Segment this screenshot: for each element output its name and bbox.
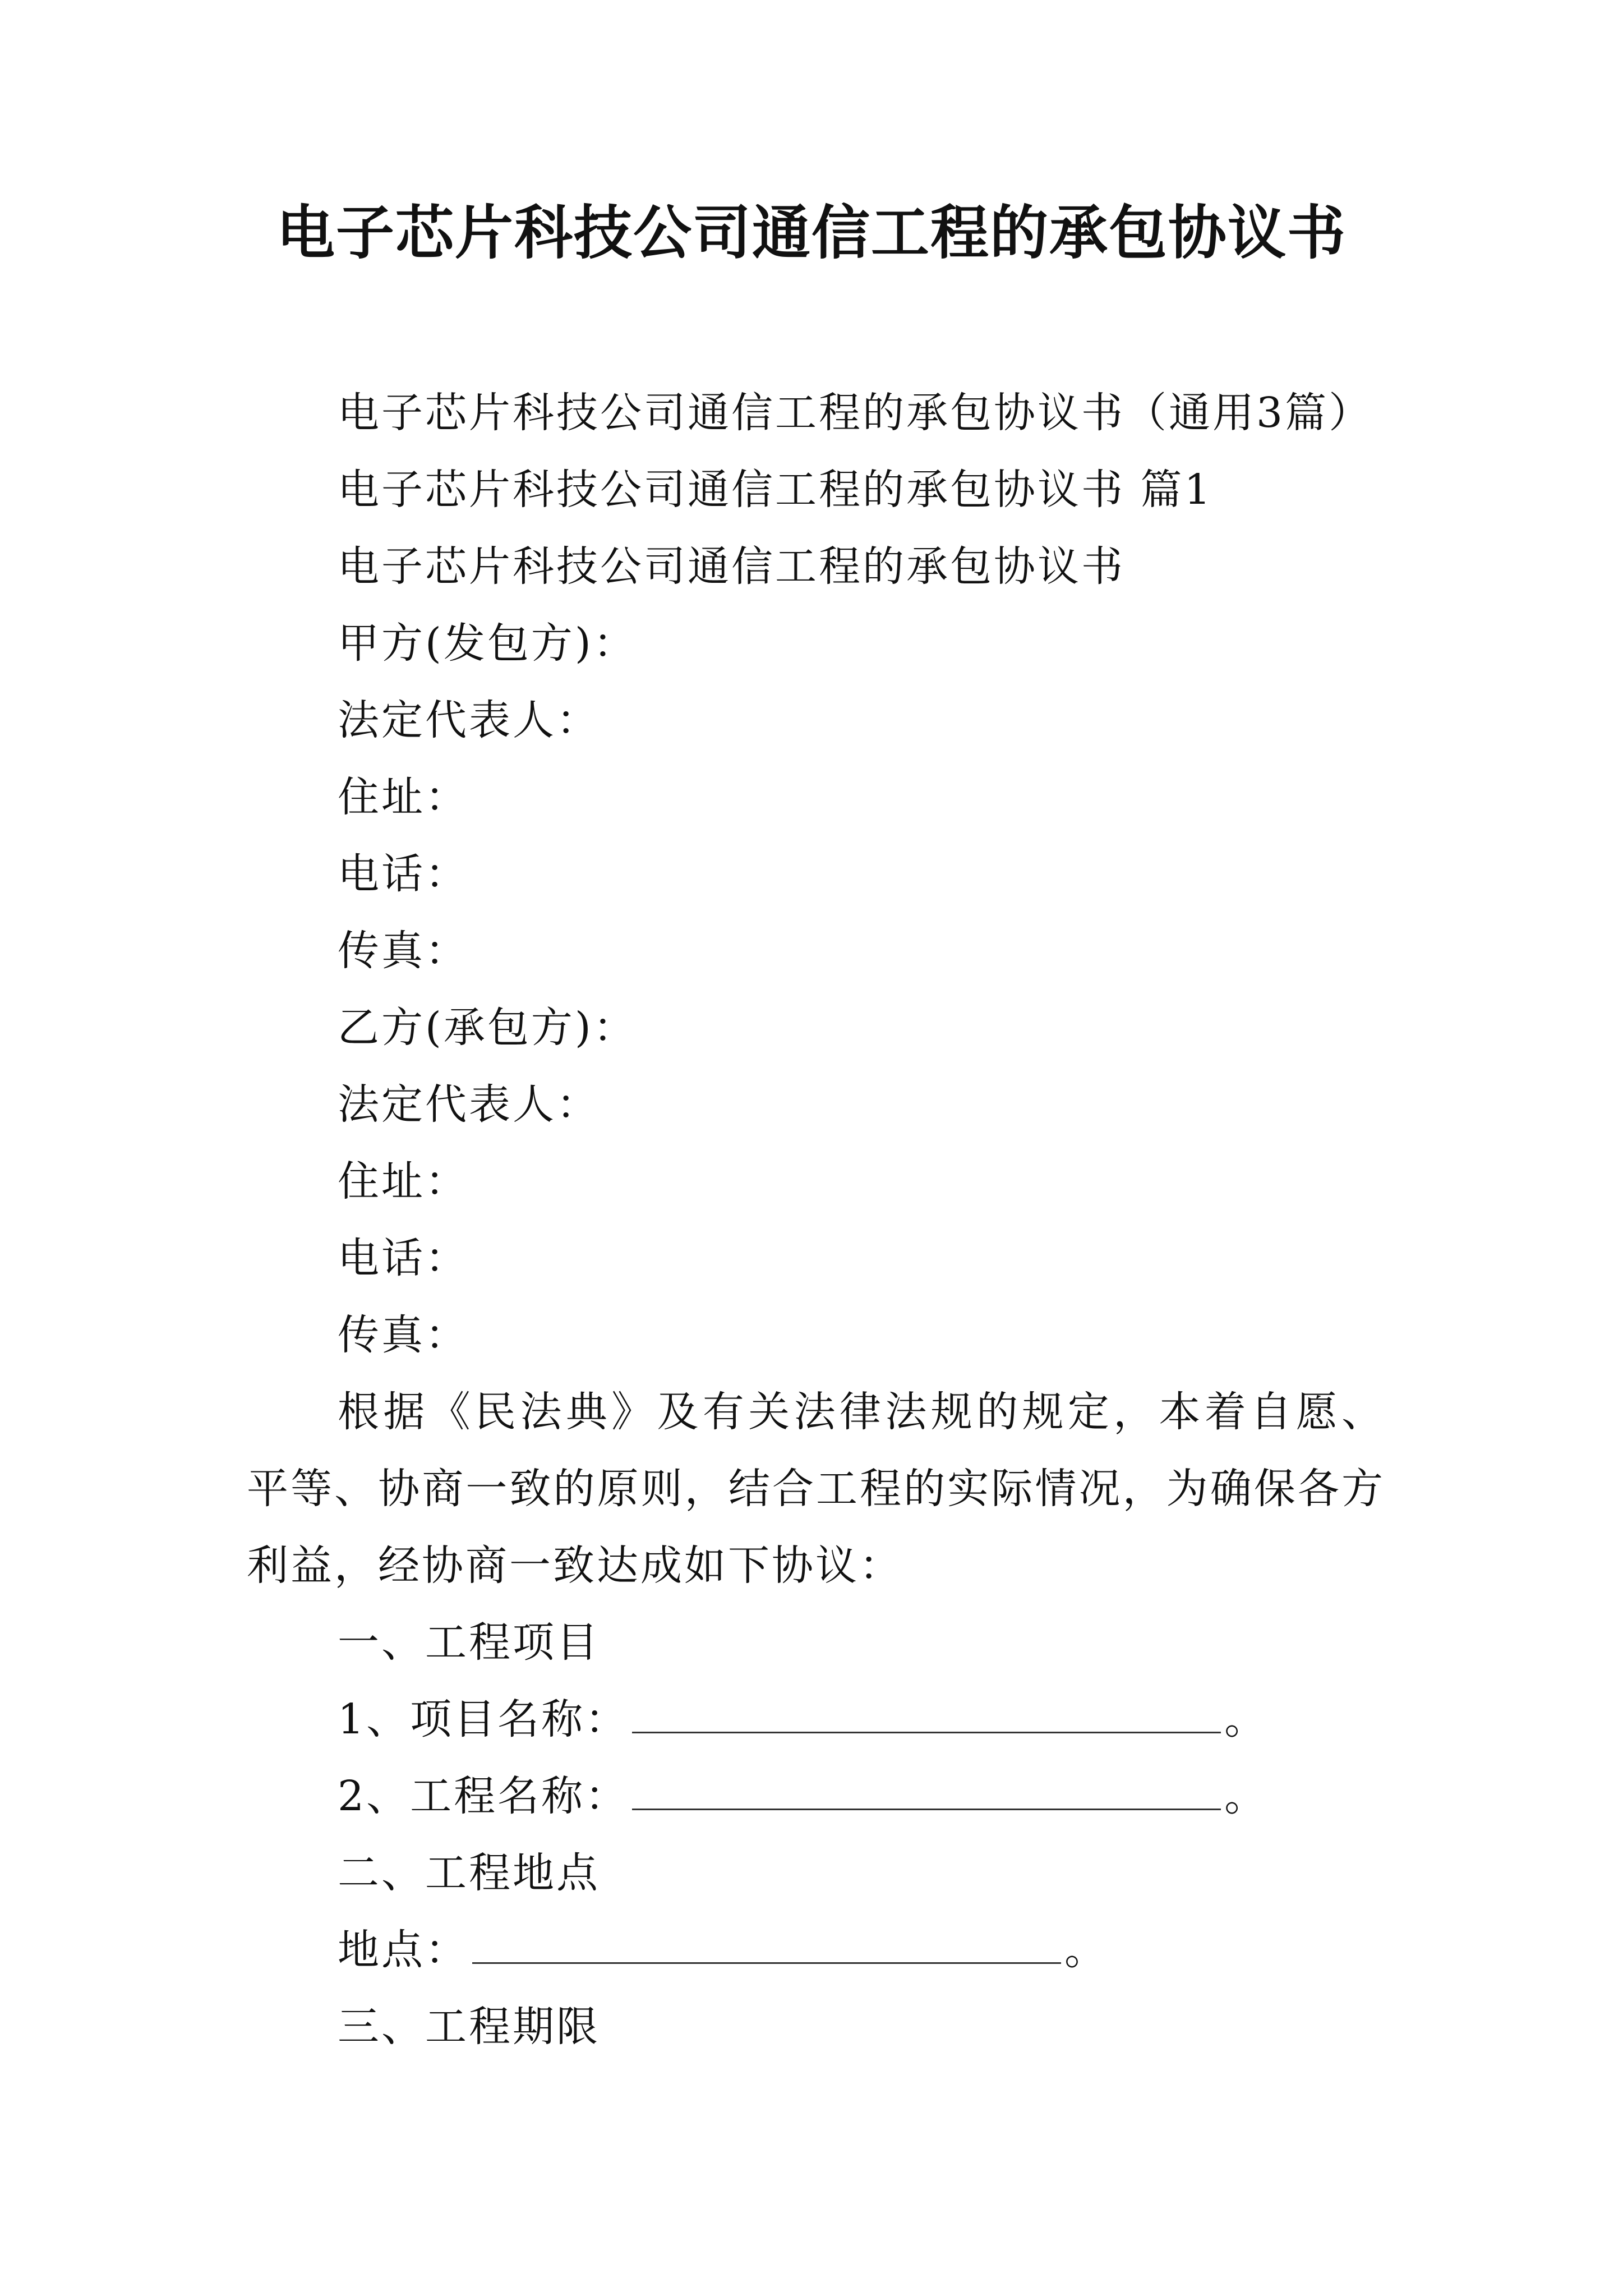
agreement-title: 电子芯片科技公司通信工程的承包协议书 (338, 542, 1125, 591)
engineering-name-blank (632, 1772, 1221, 1810)
party-a-legal-rep: 法定代表人： (338, 696, 600, 744)
party-b-label: 乙方(承包方)： (338, 1004, 637, 1052)
section-heading: 电子芯片科技公司通信工程的承包协议书 篇1 (338, 466, 1213, 514)
party-a-fax: 传真： (338, 927, 469, 975)
engineering-name-line (247, 1758, 1385, 1835)
project-name-line (247, 1681, 1385, 1758)
project-name-label: 1、项目名称： (338, 1695, 629, 1743)
location-blank (472, 1925, 1061, 1964)
document-title: 电子芯片科技公司通信工程的承包协议书 (276, 199, 1347, 267)
engineering-name-label: 2、工程名称： (338, 1772, 629, 1820)
section3-heading: 三、工程期限 (338, 2003, 600, 2051)
party-b-address: 住址： (338, 1157, 469, 1205)
party-a-label: 甲方(发包方)： (338, 619, 637, 668)
section2-heading: 二、工程地点 (338, 1849, 600, 1897)
project-name-blank (632, 1695, 1221, 1733)
party-a-phone: 电话： (338, 850, 469, 898)
subtitle: 电子芯片科技公司通信工程的承包协议书（通用3篇） (338, 389, 1373, 437)
party-a-address: 住址： (338, 773, 469, 821)
section1-heading: 一、工程项目 (338, 1618, 600, 1667)
engineering-name-end: 。 (1224, 1772, 1269, 1820)
preamble-paragraph: 根据《民法典》及有关法律法规的规定，本着自愿、平等、协商一致的原则，结合工程的实际情况，为确保各方利益，经协商一致达成如下协议： (247, 1388, 1385, 1590)
project-name-end: 。 (1224, 1695, 1269, 1743)
party-b-fax: 传真： (338, 1311, 469, 1359)
party-b-phone: 电话： (338, 1234, 469, 1282)
location-line (247, 1912, 1385, 1989)
location-label: 地点： (338, 1926, 469, 1974)
party-b-legal-rep: 法定代表人： (338, 1080, 600, 1129)
location-end: 。 (1064, 1926, 1108, 1974)
document-body (247, 375, 1385, 2065)
